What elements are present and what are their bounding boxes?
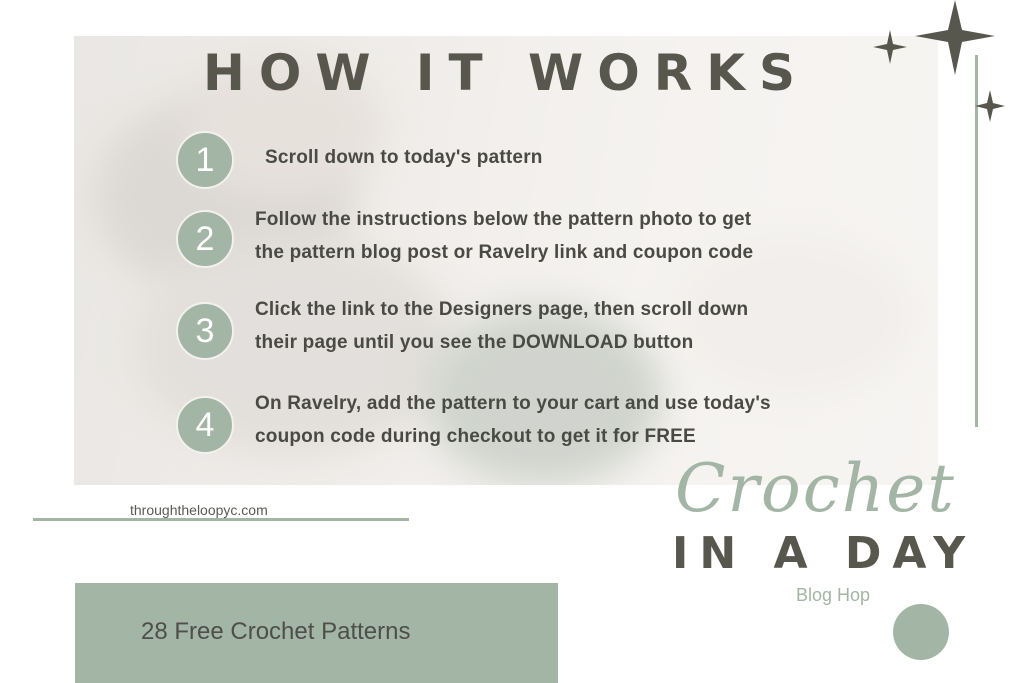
divider-line bbox=[33, 518, 409, 521]
decorative-circle bbox=[893, 604, 949, 660]
website-url: throughtheloopyc.com bbox=[130, 502, 268, 518]
step-2-number: 2 bbox=[176, 210, 234, 268]
logo-script-text: Crochet bbox=[675, 450, 956, 527]
step-3-number: 3 bbox=[176, 302, 234, 360]
step-4-text: On Ravelry, add the pattern to your cart and use today's coupon code during checkout to get it for FREE bbox=[255, 393, 771, 447]
patterns-banner bbox=[75, 583, 558, 683]
banner-text: 28 Free Crochet Patterns bbox=[141, 618, 411, 645]
page-title: HOW IT WORKS bbox=[203, 44, 809, 102]
step-3-text: Click the link to the Designers page, then scroll down their page until you see the DOWNLOAD button bbox=[255, 299, 749, 353]
step-1-number: 1 bbox=[176, 131, 234, 189]
step-1-text: Scroll down to today's pattern bbox=[265, 147, 543, 168]
logo-sub-text: Blog Hop bbox=[796, 585, 871, 605]
step-4-number: 4 bbox=[176, 396, 234, 454]
logo-main-text: IN A DAY bbox=[672, 528, 977, 579]
step-2-text: Follow the instructions below the pattern photo to get the pattern blog post or Ravelry link and coupon code bbox=[255, 209, 754, 263]
sparkle-icon bbox=[870, 0, 1020, 140]
